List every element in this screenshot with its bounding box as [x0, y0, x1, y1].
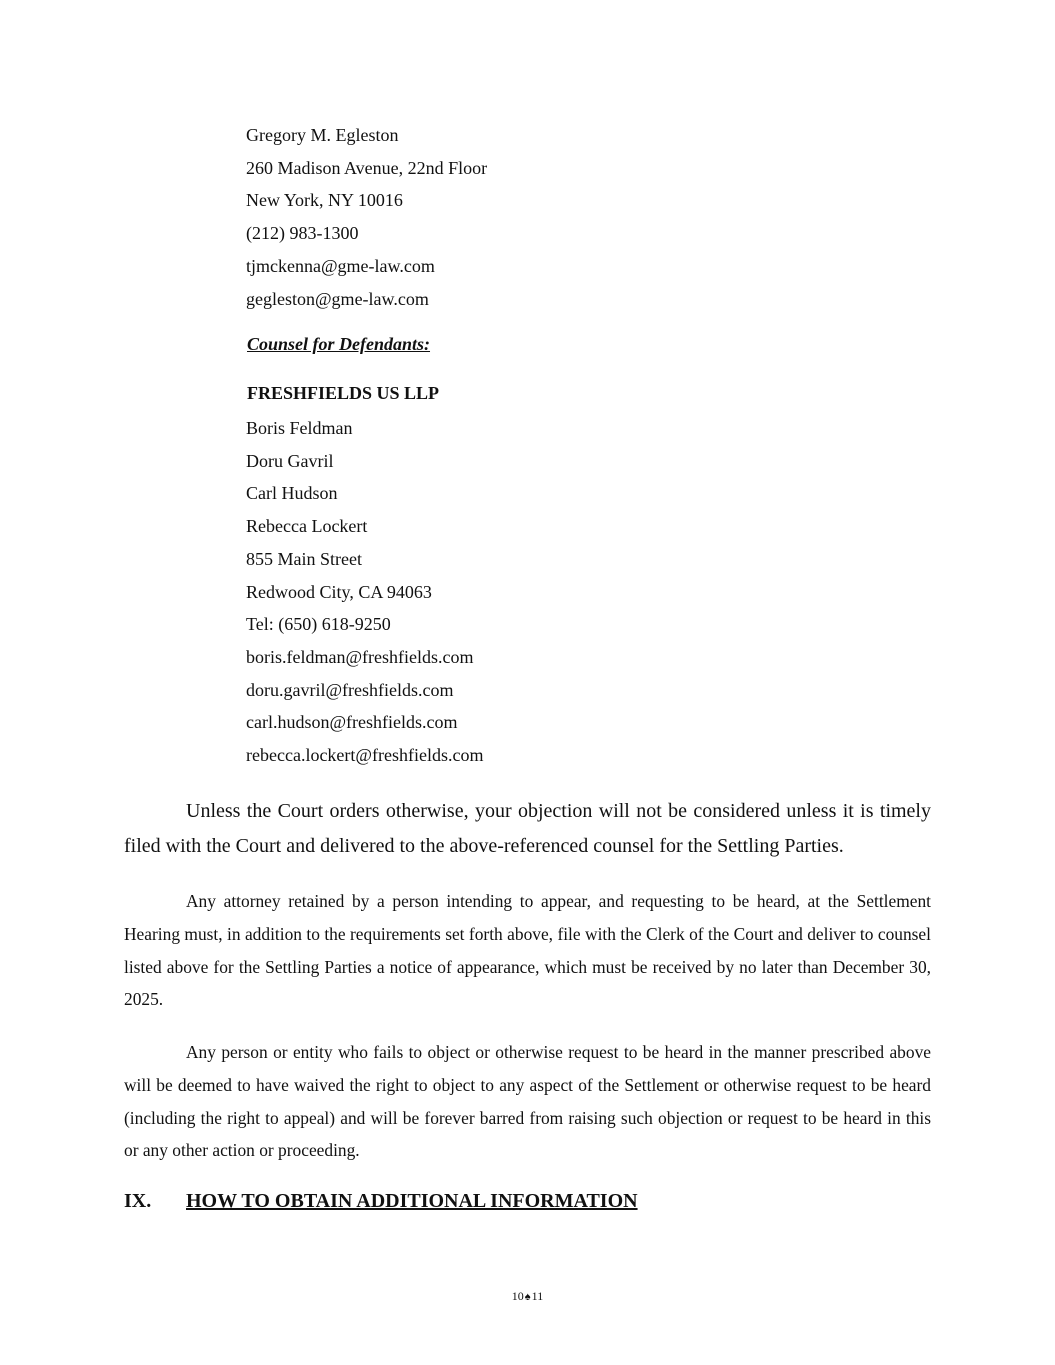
plaintiff-counsel-city: New York, NY 10016: [246, 190, 403, 211]
defense-email: boris.feldman@freshfields.com: [246, 646, 474, 667]
defense-street: 855 Main Street: [246, 548, 362, 569]
waiver-paragraph: Any person or entity who fails to object or otherwise request to be heard in the manner prescribed above will be deemed to have waived the right to object to any aspect of the Settlement or otherwise request to be heard (including the right to appeal) and will be forever barred from raising such objection or request to be heard in this or any other action or proceeding.: [124, 1042, 931, 1161]
section-number: IX.: [124, 1190, 152, 1212]
section-heading: [124, 1190, 638, 1213]
defense-phone: Tel: (650) 618-9250: [246, 614, 391, 635]
plaintiff-counsel-street: 260 Madison Avenue, 22nd Floor: [246, 157, 488, 178]
page-number-left: 10: [511, 1289, 524, 1303]
defense-counsel-block: [246, 412, 483, 772]
defense-firm-name: FRESHFIELDS US LLP: [247, 383, 440, 403]
defense-attorney-name: Carl Hudson: [246, 483, 338, 504]
defense-attorney-name: Doru Gavril: [246, 450, 334, 471]
page-footer: [0, 1289, 1055, 1304]
page-number-right: 11: [531, 1289, 544, 1303]
defense-email: doru.gavril@freshfields.com: [246, 679, 454, 700]
plaintiff-counsel-name: Gregory M. Egleston: [246, 125, 399, 145]
defense-attorney-name: Boris Feldman: [246, 418, 353, 438]
defense-city: Redwood City, CA 94063: [246, 581, 432, 602]
defense-email: carl.hudson@freshfields.com: [246, 712, 458, 733]
plaintiff-counsel-phone: (212) 983-1300: [246, 223, 359, 244]
defense-email: rebecca.lockert@freshfields.com: [246, 745, 484, 766]
attorney-appearance-paragraph: Any attorney retained by a person intending to appear, and requesting to be heard, at the Settlement Hearing must, in addition to the requirements set forth above, file with the Clerk of the Court and deliver to counsel listed above for the Settling Parties a notice of appearance, which must be received by no later than December 30, 2025.: [124, 891, 931, 1010]
section-title: HOW TO OBTAIN ADDITIONAL INFORMATION: [186, 1190, 638, 1212]
defense-counsel-heading: Counsel for Defendants:: [247, 334, 431, 354]
defense-attorney-name: Rebecca Lockert: [246, 516, 368, 537]
spade-icon: ♠: [524, 1291, 531, 1303]
plaintiff-counsel-email: gegleston@gme-law.com: [246, 288, 429, 309]
plaintiff-counsel-email: tjmckenna@gme-law.com: [246, 255, 435, 276]
plaintiff-counsel-block: [246, 119, 487, 315]
objection-timeliness-paragraph: Unless the Court orders otherwise, your objection will not be considered unless it is timely filed with the Court and delivered to the above-referenced counsel for the Settling Parties.: [124, 800, 931, 857]
